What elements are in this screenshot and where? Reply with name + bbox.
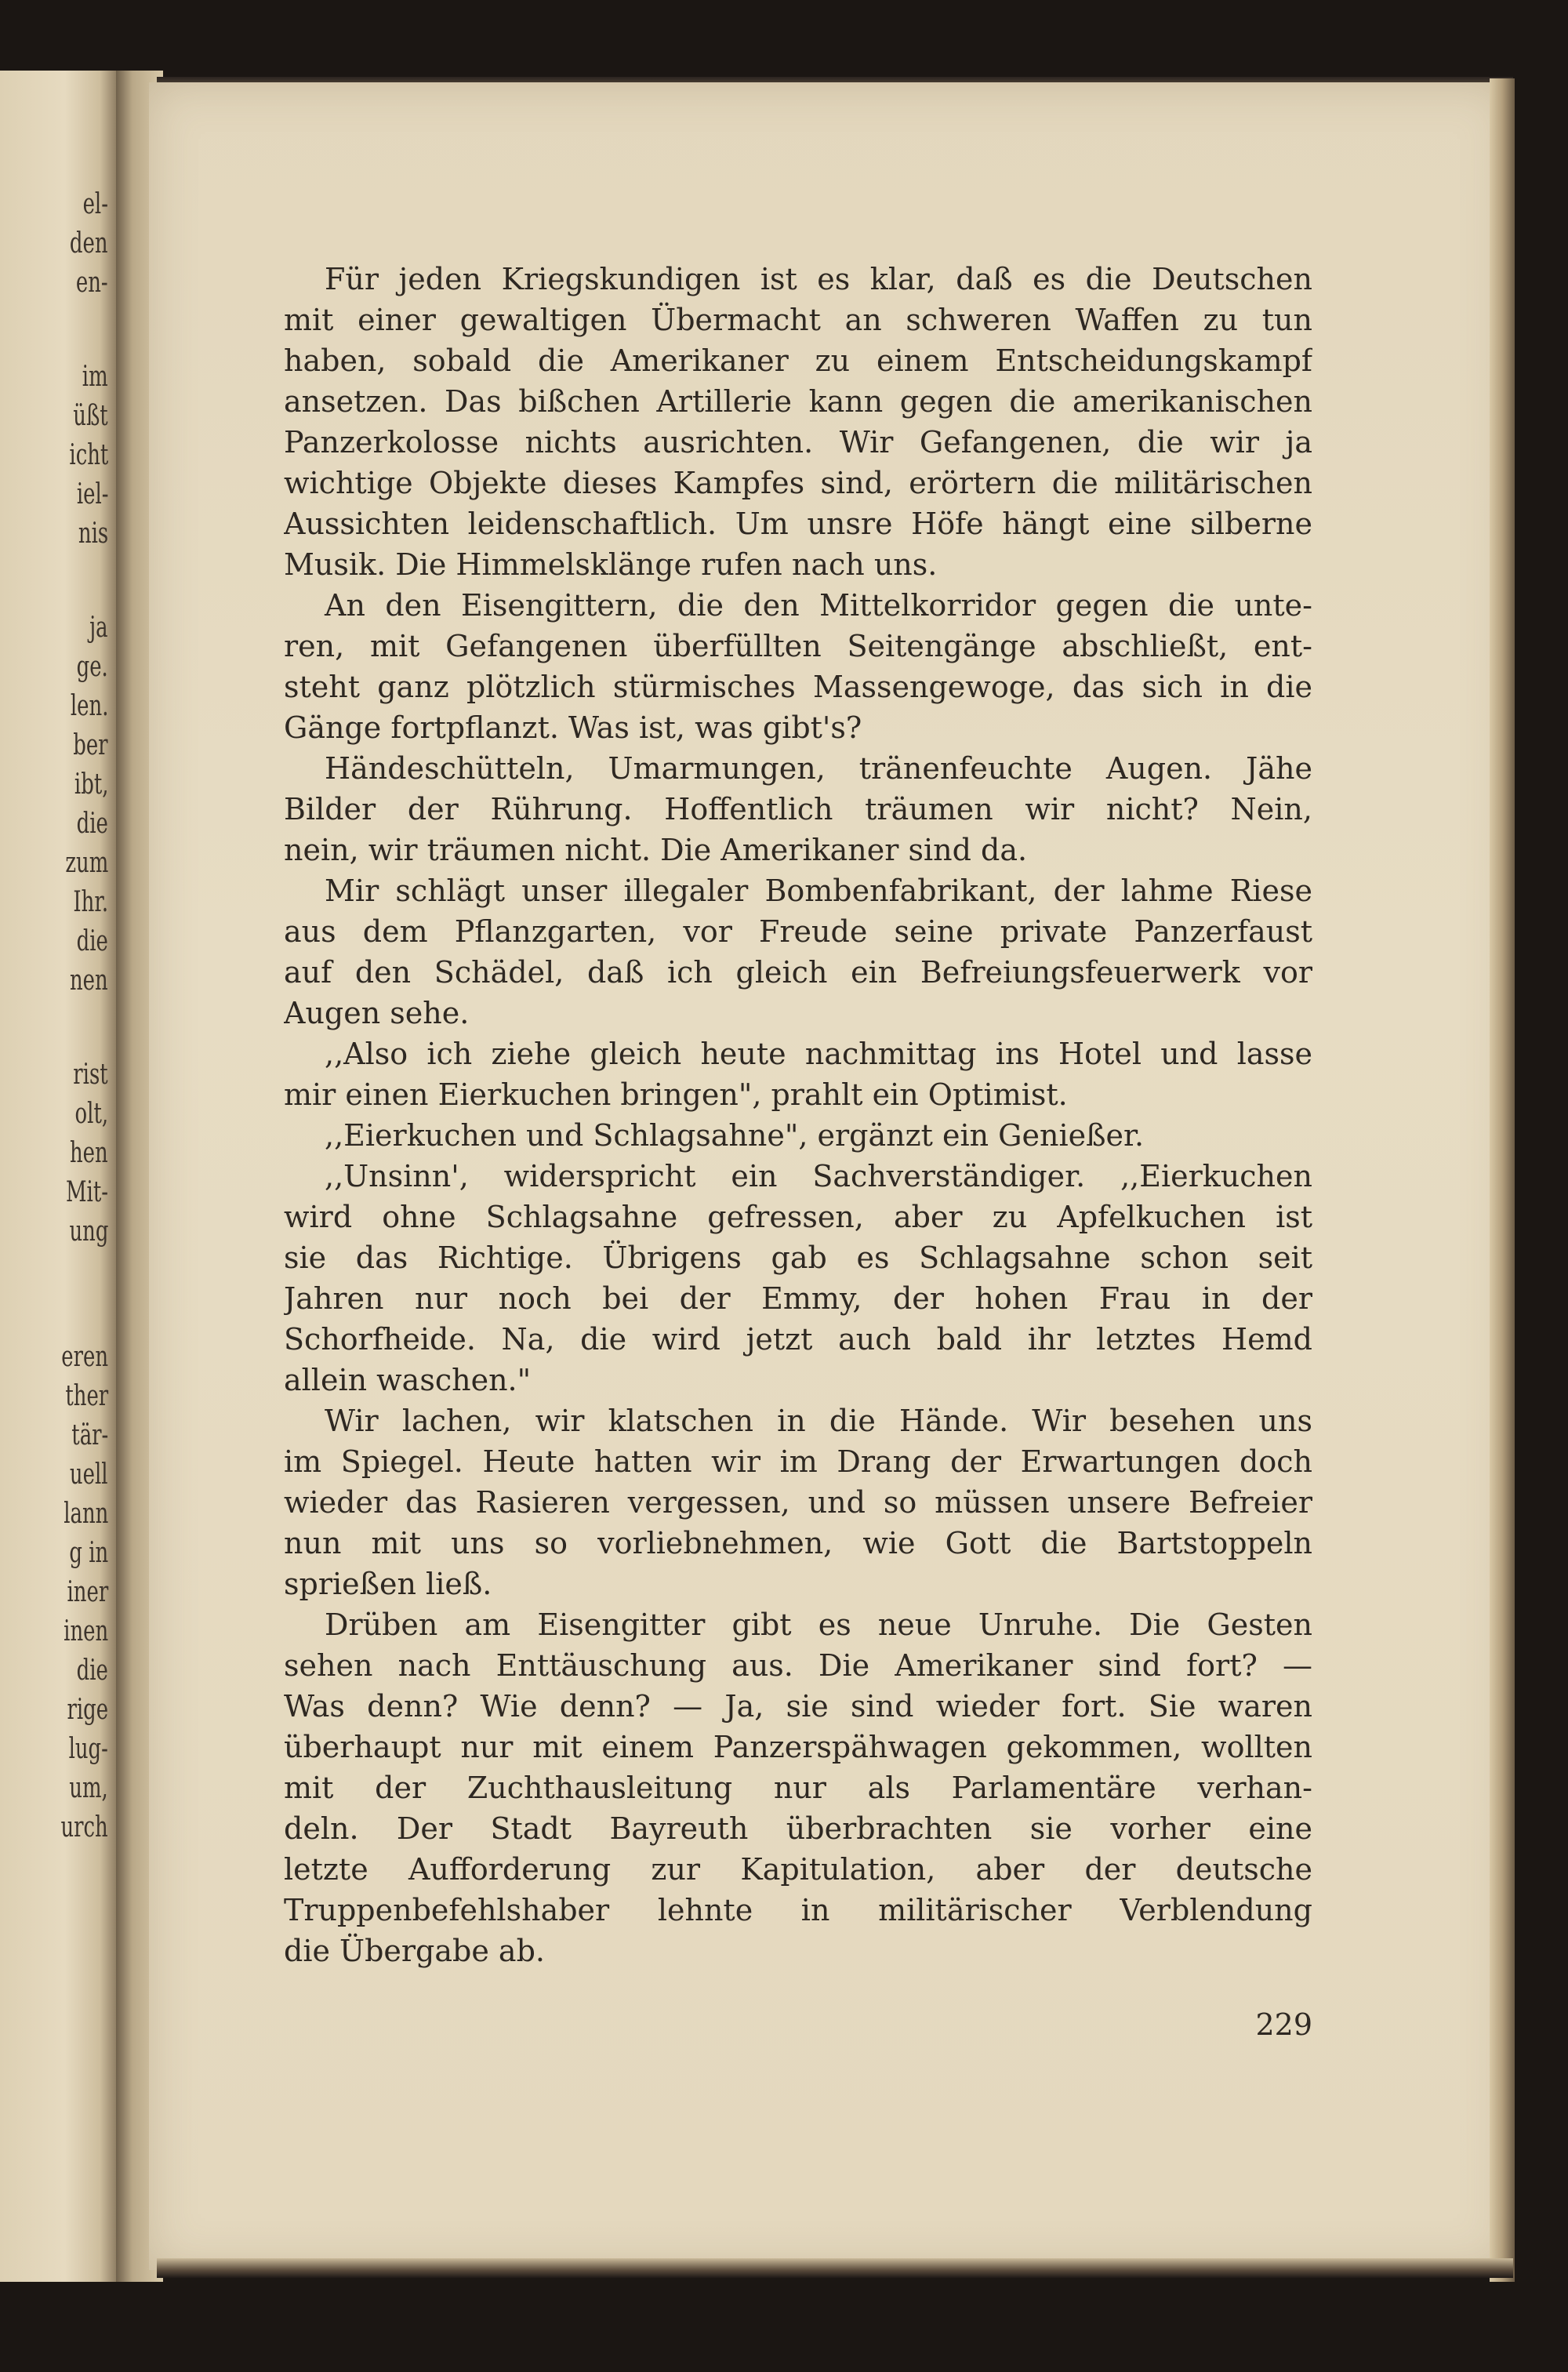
previous-page-fragment: rige <box>67 1694 108 1726</box>
previous-page-fragment: ber <box>73 729 108 761</box>
text-line: Bilder der Rührung. Hoffentlich träumen wir nicht? Nein, <box>284 792 1312 826</box>
previous-page-fragment: den <box>70 227 108 260</box>
text-line: allein waschen." <box>284 1363 532 1397</box>
text-line: aus dem Pflanzgarten, vor Freude seine private Panzerfaust <box>284 914 1312 949</box>
previous-page-fragment: lann <box>63 1498 108 1530</box>
previous-page-fragment: ja <box>89 612 108 644</box>
text-line: Für jeden Kriegskundigen ist es klar, daß es die Deutschen <box>325 262 1312 296</box>
text-line: ,,Eierkuchen und Schlagsahne", ergänzt ein Genießer. <box>325 1118 1145 1153</box>
text-line: ansetzen. Das bißchen Artillerie kann gegen die amerikanischen <box>284 384 1312 419</box>
previous-page-fragment: eren <box>61 1341 108 1373</box>
text-line: die Übergabe ab. <box>284 1934 545 1968</box>
previous-page-edge <box>0 71 118 2282</box>
previous-page-fragment: iel- <box>76 478 108 510</box>
text-line: ren, mit Gefangenen überfüllten Seitengänge abschließt, ent- <box>284 629 1312 663</box>
text-line: Aussichten leidenschaftlich. Um unsre Höfe hängt eine silberne <box>284 507 1312 541</box>
text-line: nein, wir träumen nicht. Die Amerikaner sind da. <box>284 833 1028 867</box>
text-line: wieder das Rasieren vergessen, und so müssen unsere Befreier <box>284 1485 1312 1520</box>
previous-page-fragment: en- <box>76 267 108 299</box>
text-line: An den Eisengittern, die den Mittelkorridor gegen die unte- <box>325 588 1312 623</box>
text-line: Augen sehe. <box>284 996 470 1030</box>
previous-page-fragment: zum <box>65 847 108 879</box>
text-line: wichtige Objekte dieses Kampfes sind, erörtern die militärischen <box>284 466 1312 500</box>
previous-page-fragment: g in <box>69 1537 108 1569</box>
previous-page-fragment: im <box>82 361 108 393</box>
text-line: sie das Richtige. Übrigens gab es Schlagsahne schon seit <box>284 1240 1312 1275</box>
text-line: auf den Schädel, daß ich gleich ein Befreiungsfeuerwerk vor <box>284 955 1312 990</box>
previous-page-fragment: die <box>76 925 108 957</box>
previous-page-fragment: Ihr. <box>73 886 108 918</box>
previous-page-fragment: el- <box>82 188 108 220</box>
page-number: 229 <box>1255 2007 1312 2042</box>
previous-page-fragment: ther <box>65 1380 108 1412</box>
text-line: Panzerkolosse nichts ausrichten. Wir Gefangenen, die wir ja <box>284 425 1312 460</box>
page-right-edge <box>1490 78 1515 2282</box>
previous-page-fragment: nis <box>78 518 108 550</box>
text-line: überhaupt nur mit einem Panzerspähwagen gekommen, wollten <box>284 1730 1312 1764</box>
text-line: Musik. Die Himmelsklänge rufen nach uns. <box>284 547 938 582</box>
text-line: Gänge fortpflanzt. Was ist, was gibt's? <box>284 710 862 745</box>
previous-page-fragment: üßt <box>73 400 108 432</box>
previous-page-fragment: len. <box>70 690 108 722</box>
previous-page-fragment: die <box>76 808 108 840</box>
text-line: steht ganz plötzlich stürmisches Massengewoge, das sich in die <box>284 670 1312 704</box>
previous-page-fragment: inen <box>63 1615 108 1647</box>
previous-page-fragment: nen <box>70 964 108 997</box>
previous-page-fragment: iner <box>67 1576 108 1608</box>
text-line: Truppenbefehlshaber lehnte in militärischer Verblendung <box>284 1893 1312 1927</box>
text-line: Händeschütteln, Umarmungen, tränenfeuchte Augen. Jähe <box>325 751 1312 786</box>
previous-page-fragment: Mit- <box>65 1176 108 1208</box>
text-line: wird ohne Schlagsahne gefressen, aber zu Apfelkuchen ist <box>284 1200 1312 1234</box>
text-line: mit einer gewaltigen Übermacht an schweren Waffen zu tun <box>284 303 1312 337</box>
text-line: Drüben am Eisengitter gibt es neue Unruhe. Die Gesten <box>325 1607 1312 1642</box>
text-line: mir einen Eierkuchen bringen", prahlt ein Optimist. <box>284 1077 1068 1112</box>
text-line: ,,Also ich ziehe gleich heute nachmittag ins Hotel und lasse <box>325 1037 1312 1071</box>
page-bottom-edge <box>157 2258 1513 2278</box>
text-line: Schorfheide. Na, die wird jetzt auch bald ihr letztes Hemd <box>284 1322 1312 1357</box>
text-line: Jahren nur noch bei der Emmy, der hohen Frau in der <box>284 1281 1312 1316</box>
previous-page-fragment: ibt, <box>74 768 108 801</box>
text-line: sprießen ließ. <box>284 1567 492 1601</box>
text-line: Was denn? Wie denn? — Ja, sie sind wieder fort. Sie waren <box>284 1689 1312 1724</box>
previous-page-fragment: uell <box>70 1458 108 1491</box>
previous-page-fragment: hen <box>70 1137 108 1169</box>
text-line: Mir schlägt unser illegaler Bombenfabrikant, der lahme Riese <box>325 874 1312 908</box>
body-text <box>284 259 1312 1971</box>
text-line: sehen nach Enttäuschung aus. Die Amerikaner sind fort? — <box>284 1648 1312 1683</box>
previous-page-fragment: icht <box>69 439 108 471</box>
previous-page-fragment: tär- <box>71 1419 108 1451</box>
text-line: haben, sobald die Amerikaner zu einem Entscheidungskampf <box>284 343 1312 378</box>
text-line: Wir lachen, wir klatschen in die Hände. Wir besehen uns <box>325 1404 1312 1438</box>
text-line: im Spiegel. Heute hatten wir im Drang der Erwartungen doch <box>284 1444 1312 1479</box>
previous-page-fragment: urch <box>60 1811 108 1843</box>
text-line: nun mit uns so vorliebnehmen, wie Gott die Bartstoppeln <box>284 1526 1312 1560</box>
previous-page-fragment: rist <box>73 1059 108 1091</box>
previous-page-fragment: olt, <box>74 1098 108 1130</box>
text-line: deln. Der Stadt Bayreuth überbrachten sie vorher eine <box>284 1811 1312 1846</box>
previous-page-fragment: ung <box>69 1215 108 1248</box>
text-line: mit der Zuchthausleitung nur als Parlamentäre verhan- <box>284 1771 1312 1805</box>
previous-page-fragment: um, <box>69 1772 108 1804</box>
text-line: ,,Unsinn', widerspricht ein Sachverständiger. ,,Eierkuchen <box>325 1159 1312 1193</box>
previous-page-fragment: lug- <box>68 1733 108 1765</box>
previous-page-fragment: ge. <box>76 651 108 683</box>
text-line: letzte Aufforderung zur Kapitulation, aber der deutsche <box>284 1852 1312 1887</box>
previous-page-fragment: die <box>76 1655 108 1687</box>
